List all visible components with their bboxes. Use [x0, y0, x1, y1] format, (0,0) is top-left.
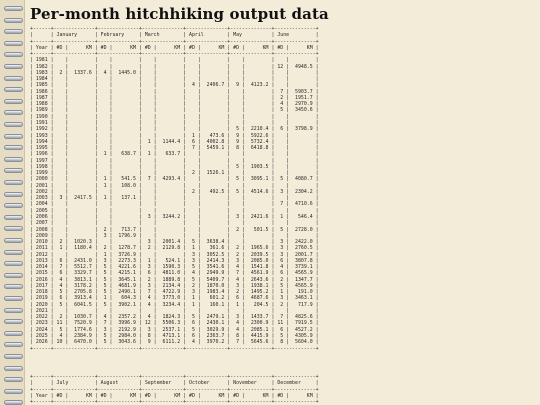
spiral-ring	[4, 168, 23, 173]
spiral-ring	[4, 238, 23, 243]
spiral-ring	[4, 99, 23, 104]
spiral-ring	[4, 145, 23, 150]
spiral-ring	[4, 366, 23, 371]
page-title: Per-month hitchhiking output data	[30, 5, 329, 23]
spiral-binding	[0, 0, 25, 405]
spiral-ring	[4, 226, 23, 231]
spiral-ring	[4, 134, 23, 139]
spiral-ring	[4, 261, 23, 266]
spiral-ring	[4, 377, 23, 382]
spiral-ring	[4, 284, 23, 289]
spiral-ring	[4, 250, 23, 255]
spiral-ring	[4, 87, 23, 92]
spiral-ring	[4, 29, 23, 34]
spiral-ring	[4, 110, 23, 115]
spiral-ring	[4, 157, 23, 162]
spiral-ring	[4, 6, 23, 11]
spiral-ring	[4, 52, 23, 57]
spiral-ring	[4, 18, 23, 23]
spiral-ring	[4, 342, 23, 347]
spiral-ring	[4, 122, 23, 127]
spiral-ring	[4, 203, 23, 208]
second-half-year-table: +------+--------------+--------------+--------------+--------------+--------------+--------------+ | | July | August | September | October | November | December | +------+--------------+--------------+--------------+--------------+--------------+--------------+ | Year | #D | KM | #D | KM | #D | KM | #D | KM | #D | KM | #D | KM | +------+--------------+--------------+--------------+--------------+--------------+--------------+	[30, 374, 319, 405]
notebook-page	[26, 0, 540, 405]
spiral-ring	[4, 389, 23, 394]
spiral-ring	[4, 41, 23, 46]
spiral-ring	[4, 319, 23, 324]
spiral-ring	[4, 331, 23, 336]
first-half-year-table: +------+--------------+--------------+--------------+--------------+--------------+--------------+ | | January | February | March | April | May | June | +------+--------------+--------------+--------------+--------------+--------------+--------------+ | Year | #D | KM | #D | KM | #D | KM | #D | KM | #D | KM | #D | KM | +------+--------------+--------------+--------------+--------------+--------------+--------------+ | 1981 | | | | | | | | | | | | | | 1982 | | | | | | | | | | | 12 | 4948.5 | | 1983 | 2 | 1337.6 | 4 | 1445.0 | | | | | | | | | | 1984 | | | | | | | | | | | | | | 1985 | | | | | | | 4 | 2406.7 | 9 | 4123.2 | | | | 1986 | | | | | | | | | | | 7 | 5903.7 | | 1987 | | | | | | | | | | | 2 | 1951.7 | | 1988 | | | | | | | | | | | 4 | 2970.9 | | 1989 | | | | | | | | | | | 5 | 3450.6 | | 1990 | | | | | | | | | | | | | | 1991 | | | | | | | | | | | | | | 1992 | | | | | | | | | 5 | 2210.4 | 6 | 3798.9 | | 1993 | | | | | | | 1 | 473.6 | 9 | 5922.6 | | | | 1994 | | | | | 1 | 1144.4 | 6 | 4002.8 | 9 | 5732.4 | | | | 1995 | | | | | | | 7 | 5459.1 | 8 | 6418.8 | | | | 1996 | | | 1 | 638.7 | 1 | 633.7 | | | | | | | | 1997 | | | | | | | | | | | | | | 1998 | | | | | | | | | 5 | 1903.5 | | | | 1999 | | | | | | | 2 | 1526.1 | | | | | | 2000 | | | 1 | 541.5 | 7 | 4293.4 | | | 5 | 3095.1 | 5 | 4080.7 | | 2001 | | | 1 | 108.0 | | | | | | | | | | 2002 | | | | | | | 2 | 492.5 | 5 | 4514.6 | 3 | 2304.2 | | 2003 | 3 | 2417.5 | 1 | 137.1 | | | | | | | | | | 2004 | | | | | | | | | | | 7 | 4710.6 | | 2005 | | | | | | | | | | | | | | 2006 | | | | | 3 | 3244.2 | | | 3 | 2421.6 | 1 | 546.4 | | 2007 | | | | | | | | | | | | | | 2008 | | | 2 | 713.7 | | | | | 2 | 501.5 | 5 | 2728.0 | | 2009 | | | 3 | 1796.9 | | | | | | | | | | 2010 | 2 | 1020.3 | | | 3 | 2001.4 | 5 | 3638.4 | | | 3 | 2422.0 | | 2011 | 1 | 1180.4 | 2 | 1278.7 | 2 | 2129.8 | 1 | 361.6 | 2 | 1965.6 | 3 | 2760.5 | | 2012 | | | 1 | 3726.9 | | | 3 | 3052.5 | 2 | 2039.5 | 3 | 2001.7 | | 2013 | 6 | 2431.0 | 3 | 2273.3 | 1 | 524.1 | 3 | 2414.3 | 3 | 2085.0 | 6 | 3807.8 | | 2014 | 7 | 5512.7 | 5 | 4221.6 | 3 | 1590.3 | 5 | 3541.6 | 4 | 1541.8 | 4 | 3739.1 | | 2015 | 6 | 3329.7 | 5 | 4215.1 | 6 | 4811.0 | 4 | 2949.9 | 7 | 4561.9 | 6 | 4565.9 | | 2016 | 4 | 3813.1 | 5 | 3645.1 | 2 | 1889.8 | 5 | 5409.7 | 4 | 2643.6 | 2 | 1347.7 | | 2017 | 4 | 3178.2 | 5 | 4681.9 | 3 | 2134.4 | 2 | 1870.0 | 3 | 1938.1 | 5 | 4565.9 | | 2018 | 5 | 2705.8 | 5 | 2490.1 | 7 | 4722.9 | 3 | 1983.4 | 2 | 1495.2 | 1 | 191.0 | | 2019 | 6 | 3913.4 | 1 | 604.3 | 4 | 3773.0 | 1 | 601.2 | 6 | 4687.6 | 3 | 3463.1 | | 2020 | 5 | 6041.5 | 5 | 3902.1 | 4 | 3234.4 | 1 | 160.1 | 1 | 204.5 | 2 | 717.9 | | 2021 | | | | | | | | | | | | | | 2022 | 2 | 1030.7 | 4 | 2357.2 | 4 | 1824.3 | 5 | 2479.1 | 3 | 1433.7 | 7 | 4825.6 | | 2023 | 11 | 7520.9 | 7 | 3996.9 | 12 | 5506.3 | 6 | 2430.1 | 4 | 2300.9 | 11 | 7919.5 | | 2024 | 5 | 1774.6 | 3 | 2192.9 | 3 | 2537.1 | 5 | 3029.9 | 4 | 2085.1 | 6 | 4527.2 | | 2025 | 4 | 2384.9 | 5 | 2984.0 | 8 | 4713.1 | 6 | 2363.7 | 8 | 4415.9 | 5 | 4305.9 | | 2026 | 10 | 6470.0 | 5 | 3043.6 | 9 | 6111.2 | 4 | 3970.2 | 7 | 5645.6 | 8 | 5604.0 | +------+--------------+--------------+--------------+--------------+--------------+--------------+	[30, 26, 319, 352]
spiral-ring	[4, 215, 23, 220]
spiral-ring	[4, 308, 23, 313]
spiral-ring	[4, 273, 23, 278]
spiral-ring	[4, 296, 23, 301]
spiral-ring	[4, 400, 23, 405]
spiral-ring	[4, 180, 23, 185]
spiral-ring	[4, 64, 23, 69]
spiral-ring	[4, 76, 23, 81]
spiral-ring	[4, 192, 23, 197]
spiral-ring	[4, 354, 23, 359]
